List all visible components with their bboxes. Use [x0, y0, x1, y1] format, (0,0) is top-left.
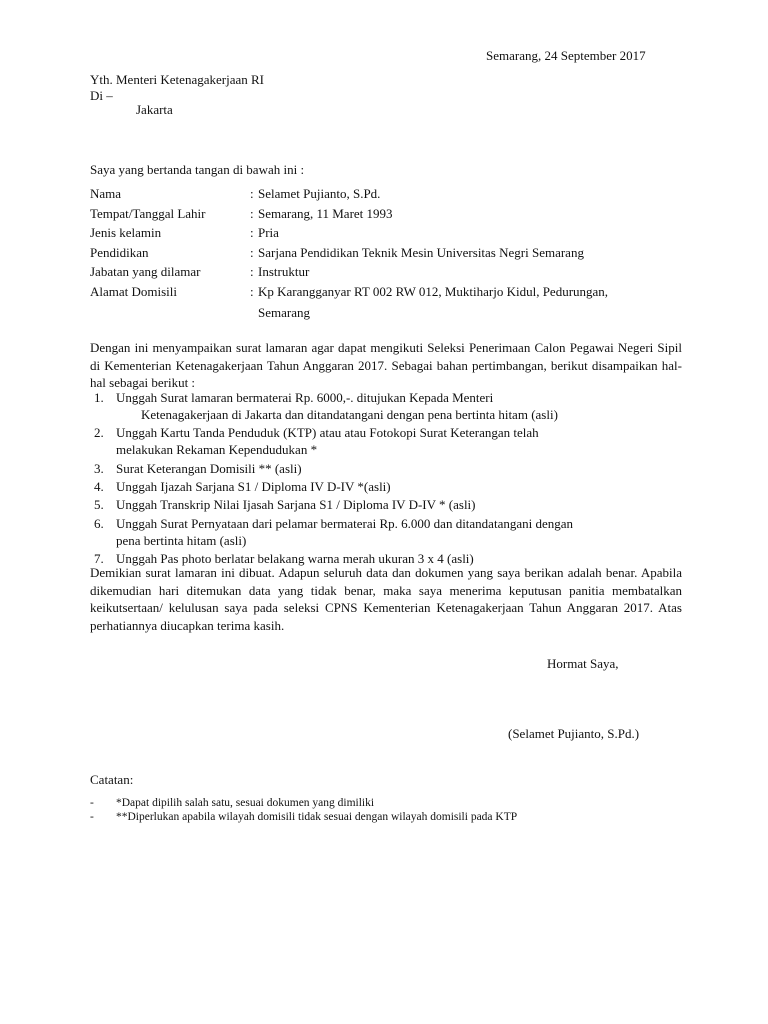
- info-row-position: [90, 264, 690, 284]
- requirements-list: [94, 390, 676, 569]
- signer-name: (Selamet Pujianto, S.Pd.): [508, 726, 640, 741]
- recipient-line-2: Di –: [90, 88, 113, 103]
- info-row-birth: [90, 206, 690, 226]
- list-item: 6. Unggah Surat Pernyataan dari pelamar bermaterai Rp. 6.000 dan ditandatangani dengan pena bertinta hitam (asli): [94, 515, 574, 548]
- info-label: Nama: [90, 186, 122, 201]
- info-value: : Instruktur: [250, 264, 310, 280]
- info-value: : Selamet Pujianto, S.Pd.: [250, 186, 381, 201]
- info-label: Alamat Domisili: [90, 283, 178, 299]
- note-item: - *Dapat dipilih salah satu, sesuai dokumen yang dimiliki: [90, 797, 375, 809]
- info-row-education: [90, 245, 690, 265]
- info-row-gender: [90, 225, 690, 245]
- closing-paragraph: Demikian surat lamaran ini dibuat. Adapun seluruh data dan dokumen yang saya berikan adalah benar. Apabila dikemudian hari ditemukan data yang tidak benar, maka saya menerima keputusan panitia membatalkan keikutsertaan/ kelulusan saya pada seleksi CPNS Kementerian Ketenagakerjaan Tahun Anggaran 2017. Atas perhatiannya diucapkan terima kasih.: [90, 565, 682, 634]
- info-value: : Kp Karangganyar RT 002 RW 012, Muktiharjo Kidul, Pedurungan, Semarang: [250, 283, 609, 320]
- list-item: 2. Unggah Kartu Tanda Penduduk (KTP) atau atau Fotokopi Surat Keterangan telah melakukan Rekaman Kependudukan *: [94, 425, 539, 458]
- info-label: Jenis kelamin: [90, 225, 162, 241]
- notes-list: [90, 796, 517, 825]
- note-item: - **Diperlukan apabila wilayah domisili tidak sesuai dengan wilayah domisili pada KTP: [90, 811, 518, 824]
- letter-date: Semarang, 24 September 2017: [486, 48, 646, 63]
- info-label: Tempat/Tanggal Lahir: [90, 205, 206, 221]
- info-label: Jabatan yang dilamar: [90, 264, 201, 280]
- list-item: 1. Unggah Surat lamaran bermaterai Rp. 6000,-. ditujukan Kepada Menteri Ketenagakerjaan di Jakarta dan ditandatangani dengan pena bertinta hitam (asli): [94, 390, 558, 422]
- list-item: 4. Unggah Ijazah Sarjana S1 / Diploma IV D-IV *(asli): [94, 478, 391, 494]
- applicant-info: [90, 186, 690, 320]
- info-value: : Semarang, 11 Maret 1993: [250, 205, 393, 221]
- info-row-address: [90, 284, 690, 320]
- info-value: : Pria: [250, 225, 279, 241]
- opening-paragraph: Dengan ini menyampaikan surat lamaran agar dapat mengikuti Seleksi Penerimaan Calon Pegawai Negeri Sipil di Kementerian Ketenagakerjaan Tahun Anggaran 2017. Sebagai bahan pertimbangan, berikut disampaikan hal-hal sebagai berikut :: [90, 340, 682, 391]
- intro-text: Saya yang bertanda tangan di bawah ini :: [90, 162, 305, 177]
- info-value: : Sarjana Pendidikan Teknik Mesin Universitas Negri Semarang: [250, 244, 584, 260]
- closing-salutation: Hormat Saya,: [547, 656, 619, 671]
- list-item: 5. Unggah Transkrip Nilai Ijasah Sarjana S1 / Diploma IV D-IV * (asli): [94, 497, 476, 513]
- info-row-name: [90, 186, 690, 206]
- list-item: 3. Surat Keterangan Domisili ** (asli): [94, 460, 302, 476]
- list-item: 7. Unggah Pas photo berlatar belakang warna merah ukuran 3 x 4 (asli): [94, 551, 474, 567]
- recipient-line-1: Yth. Menteri Ketenagakerjaan RI: [90, 72, 264, 87]
- recipient-city: Jakarta: [136, 102, 173, 117]
- info-label: Pendidikan: [90, 244, 149, 260]
- notes-title: Catatan:: [90, 772, 134, 787]
